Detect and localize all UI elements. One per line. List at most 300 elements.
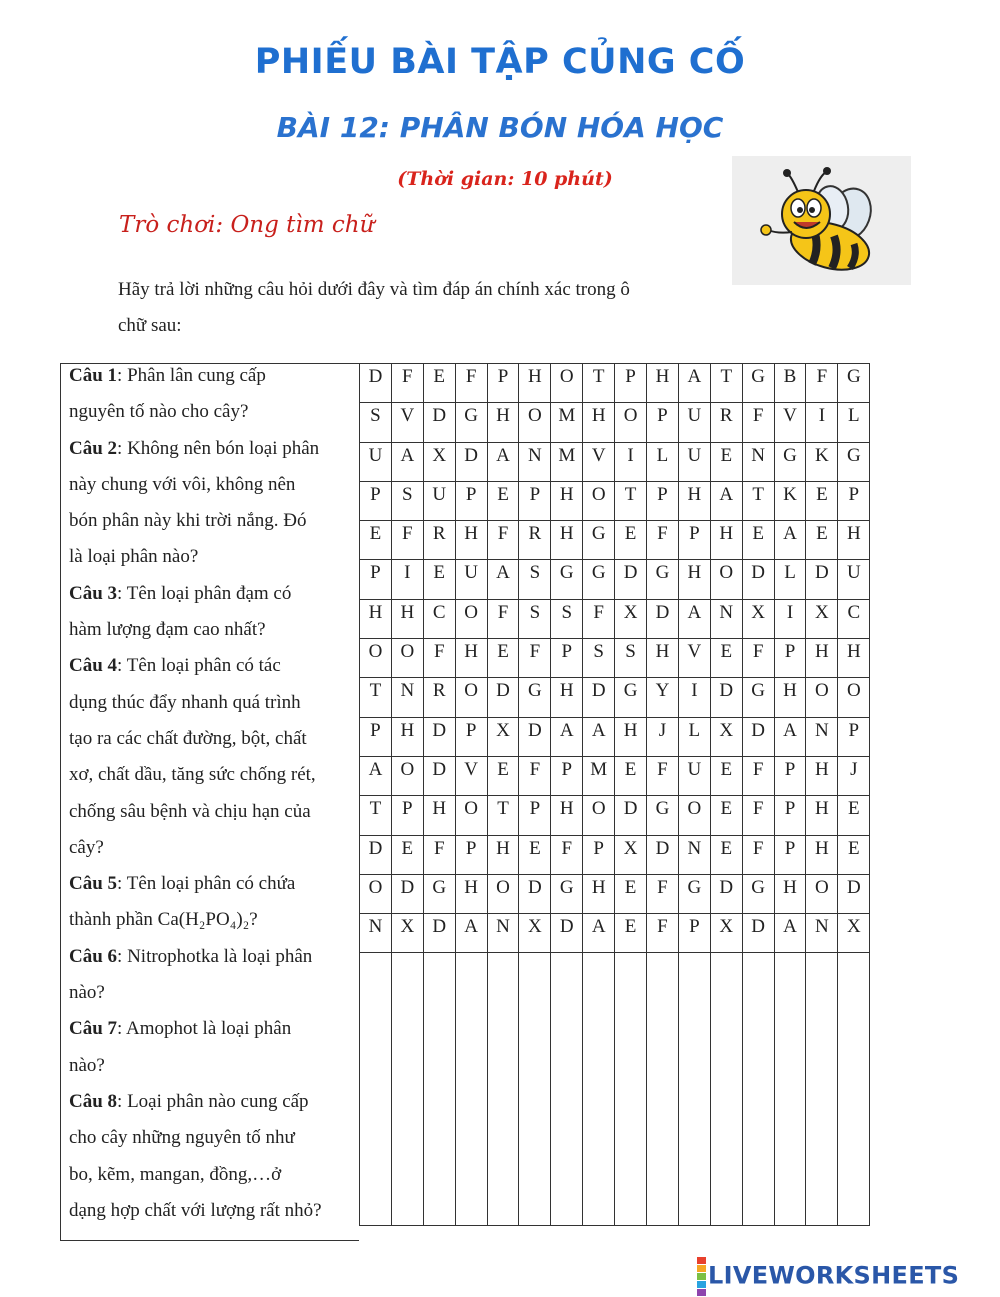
- grid-row: [360, 835, 870, 874]
- grid-cell[interactable]: H: [360, 599, 392, 638]
- grid-cell[interactable]: P: [774, 835, 806, 874]
- grid-cell[interactable]: E: [360, 521, 392, 560]
- instructions: [118, 272, 718, 344]
- grid-cell[interactable]: O: [806, 678, 838, 717]
- grid-cell[interactable]: D: [615, 560, 647, 599]
- question-text: Nitrophotka là loại phân: [127, 945, 313, 967]
- bee-illustration: [732, 156, 911, 285]
- grid-cell[interactable]: H: [391, 717, 423, 756]
- grid-cell[interactable]: D: [360, 835, 392, 874]
- grid-cell[interactable]: O: [455, 678, 487, 717]
- grid-cell[interactable]: P: [391, 796, 423, 835]
- grid-cell[interactable]: P: [455, 835, 487, 874]
- grid-empty-cell: [360, 953, 392, 1226]
- grid-cell[interactable]: O: [551, 364, 583, 403]
- grid-cell[interactable]: A: [710, 481, 742, 520]
- grid-cell[interactable]: V: [391, 403, 423, 442]
- question-text: bo, kẽm, mangan, đồng,…ở: [69, 1163, 282, 1185]
- question-text: Không nên bón loại phân: [127, 437, 320, 459]
- grid-cell[interactable]: D: [742, 717, 774, 756]
- grid-cell[interactable]: A: [583, 717, 615, 756]
- grid-cell[interactable]: D: [519, 717, 551, 756]
- grid-empty-cell: [647, 953, 679, 1226]
- grid-row: [360, 560, 870, 599]
- grid-cell[interactable]: A: [360, 756, 392, 795]
- grid-cell[interactable]: L: [678, 717, 710, 756]
- grid-cell[interactable]: N: [519, 442, 551, 481]
- grid-cell[interactable]: O: [360, 874, 392, 913]
- question-line: Câu 6: Nitrophotka là loại phân: [69, 945, 313, 967]
- grid-cell[interactable]: U: [678, 756, 710, 795]
- grid-cell[interactable]: D: [742, 560, 774, 599]
- question-text: dạng hợp chất với lượng rất nhỏ?: [69, 1199, 322, 1221]
- grid-cell[interactable]: D: [423, 717, 455, 756]
- grid-row: [360, 481, 870, 520]
- question-label: Câu 7: [69, 1018, 118, 1040]
- grid-cell[interactable]: K: [774, 481, 806, 520]
- grid-row: [360, 639, 870, 678]
- grid-cell[interactable]: H: [678, 560, 710, 599]
- grid-cell[interactable]: I: [678, 678, 710, 717]
- grid-cell[interactable]: P: [774, 639, 806, 678]
- grid-cell[interactable]: E: [423, 364, 455, 403]
- grid-empty-cell: [455, 953, 487, 1226]
- grid-cell[interactable]: D: [391, 874, 423, 913]
- grid-cell[interactable]: G: [678, 874, 710, 913]
- grid-cell[interactable]: F: [806, 364, 838, 403]
- grid-cell[interactable]: F: [391, 521, 423, 560]
- grid-cell[interactable]: U: [678, 442, 710, 481]
- grid-cell[interactable]: O: [615, 403, 647, 442]
- grid-empty-cell: [487, 953, 519, 1226]
- grid-cell[interactable]: O: [710, 560, 742, 599]
- grid-row: [360, 796, 870, 835]
- grid-cell[interactable]: A: [774, 521, 806, 560]
- grid-cell[interactable]: X: [710, 914, 742, 953]
- grid-cell[interactable]: I: [806, 403, 838, 442]
- lesson-title: BÀI 12: PHÂN BÓN HÓA HỌC: [276, 111, 724, 144]
- grid-cell[interactable]: B: [774, 364, 806, 403]
- grid-cell[interactable]: P: [360, 560, 392, 599]
- grid-cell[interactable]: P: [647, 481, 679, 520]
- grid-cell[interactable]: T: [742, 481, 774, 520]
- grid-cell[interactable]: F: [742, 639, 774, 678]
- grid-empty-cell: [742, 953, 774, 1226]
- grid-cell[interactable]: E: [487, 639, 519, 678]
- grid-cell[interactable]: O: [391, 756, 423, 795]
- grid-cell[interactable]: D: [423, 914, 455, 953]
- grid-cell[interactable]: D: [519, 874, 551, 913]
- grid-cell[interactable]: V: [774, 403, 806, 442]
- worksheet-title: PHIẾU BÀI TẬP CỦNG CỐ: [254, 42, 746, 82]
- grid-cell[interactable]: F: [519, 756, 551, 795]
- grid-cell[interactable]: P: [838, 717, 870, 756]
- grid-cell[interactable]: E: [487, 756, 519, 795]
- grid-cell[interactable]: O: [455, 599, 487, 638]
- grid-cell[interactable]: E: [423, 560, 455, 599]
- question-label: Câu 5: [69, 873, 118, 895]
- grid-cell[interactable]: P: [519, 481, 551, 520]
- grid-cell[interactable]: H: [551, 678, 583, 717]
- grid-cell[interactable]: P: [615, 364, 647, 403]
- grid-cell[interactable]: C: [423, 599, 455, 638]
- grid-cell[interactable]: A: [551, 717, 583, 756]
- question-text: dụng thúc đẩy nhanh quá trình: [69, 691, 301, 713]
- grid-cell[interactable]: O: [391, 639, 423, 678]
- grid-cell[interactable]: H: [647, 639, 679, 678]
- grid-cell[interactable]: E: [710, 442, 742, 481]
- grid-cell[interactable]: N: [391, 678, 423, 717]
- grid-cell[interactable]: F: [742, 403, 774, 442]
- grid-cell[interactable]: G: [647, 560, 679, 599]
- grid-cell[interactable]: A: [774, 914, 806, 953]
- grid-cell[interactable]: O: [519, 403, 551, 442]
- grid-cell[interactable]: H: [838, 639, 870, 678]
- grid-cell[interactable]: P: [455, 481, 487, 520]
- grid-cell[interactable]: M: [583, 756, 615, 795]
- grid-cell[interactable]: D: [551, 914, 583, 953]
- grid-cell[interactable]: D: [360, 364, 392, 403]
- grid-cell[interactable]: E: [615, 756, 647, 795]
- question-text: cây?: [69, 836, 104, 858]
- grid-cell[interactable]: E: [710, 796, 742, 835]
- grid-cell[interactable]: F: [742, 835, 774, 874]
- grid-cell[interactable]: P: [519, 796, 551, 835]
- grid-cell[interactable]: P: [360, 717, 392, 756]
- grid-cell[interactable]: F: [487, 521, 519, 560]
- question-line: [69, 612, 359, 648]
- grid-cell[interactable]: H: [455, 521, 487, 560]
- grid-cell[interactable]: E: [710, 756, 742, 795]
- grid-cell[interactable]: H: [391, 599, 423, 638]
- grid-cell[interactable]: X: [742, 599, 774, 638]
- time-limit: (Thời gian: 10 phút): [397, 168, 613, 190]
- grid-cell[interactable]: H: [583, 403, 615, 442]
- grid-cell[interactable]: P: [551, 756, 583, 795]
- grid-cell[interactable]: I: [774, 599, 806, 638]
- grid-cell[interactable]: G: [583, 560, 615, 599]
- grid-cell[interactable]: D: [455, 442, 487, 481]
- grid-cell[interactable]: A: [678, 599, 710, 638]
- question-line: [69, 539, 359, 575]
- grid-cell[interactable]: S: [519, 560, 551, 599]
- grid-row: [360, 678, 870, 717]
- grid-cell[interactable]: E: [838, 835, 870, 874]
- grid-cell[interactable]: R: [423, 521, 455, 560]
- grid-cell[interactable]: P: [455, 717, 487, 756]
- grid-cell[interactable]: G: [742, 678, 774, 717]
- grid-cell[interactable]: F: [519, 639, 551, 678]
- grid-cell[interactable]: L: [774, 560, 806, 599]
- grid-cell[interactable]: F: [742, 756, 774, 795]
- grid-cell[interactable]: H: [806, 756, 838, 795]
- grid-cell[interactable]: R: [423, 678, 455, 717]
- grid-cell[interactable]: D: [487, 678, 519, 717]
- grid-cell[interactable]: D: [647, 835, 679, 874]
- grid-cell[interactable]: H: [551, 521, 583, 560]
- grid-cell[interactable]: N: [678, 835, 710, 874]
- grid-cell[interactable]: T: [583, 364, 615, 403]
- grid-cell[interactable]: E: [519, 835, 551, 874]
- grid-cell[interactable]: E: [838, 796, 870, 835]
- grid-empty-cell: [615, 953, 647, 1226]
- grid-cell[interactable]: V: [678, 639, 710, 678]
- grid-cell[interactable]: F: [647, 874, 679, 913]
- grid-cell[interactable]: G: [838, 364, 870, 403]
- grid-cell[interactable]: G: [583, 521, 615, 560]
- logo-block: [697, 1265, 706, 1272]
- grid-cell[interactable]: F: [487, 599, 519, 638]
- instructions-line-1: Hãy trả lời những câu hỏi dưới đây và tìm đáp án chính xác trong ô: [118, 279, 630, 300]
- question-line: [69, 467, 359, 503]
- grid-cell[interactable]: T: [487, 796, 519, 835]
- grid-cell[interactable]: P: [774, 796, 806, 835]
- grid-cell[interactable]: H: [615, 717, 647, 756]
- grid-cell[interactable]: N: [806, 717, 838, 756]
- grid-cell[interactable]: X: [615, 835, 647, 874]
- grid-cell[interactable]: E: [615, 521, 647, 560]
- grid-cell[interactable]: U: [678, 403, 710, 442]
- grid-cell[interactable]: I: [391, 560, 423, 599]
- grid-cell[interactable]: H: [455, 639, 487, 678]
- question-text: nào?: [69, 982, 105, 1004]
- grid-cell[interactable]: M: [551, 442, 583, 481]
- question-line: [69, 1120, 359, 1156]
- grid-cell[interactable]: E: [615, 914, 647, 953]
- grid-cell[interactable]: G: [615, 678, 647, 717]
- grid-cell[interactable]: U: [360, 442, 392, 481]
- grid-cell[interactable]: H: [519, 364, 551, 403]
- grid-cell[interactable]: T: [360, 678, 392, 717]
- question-label: Câu 1: [69, 365, 118, 386]
- grid-row: [360, 756, 870, 795]
- question-line: [69, 1157, 359, 1193]
- question-text: Amophot là loại phân: [126, 1018, 292, 1040]
- grid-cell[interactable]: J: [838, 756, 870, 795]
- grid-cell[interactable]: P: [678, 521, 710, 560]
- grid-cell[interactable]: N: [710, 599, 742, 638]
- grid-cell[interactable]: D: [423, 756, 455, 795]
- grid-cell[interactable]: N: [806, 914, 838, 953]
- word-search-grid: [359, 363, 870, 1226]
- grid-cell[interactable]: X: [487, 717, 519, 756]
- grid-cell[interactable]: G: [551, 874, 583, 913]
- grid-cell[interactable]: D: [806, 560, 838, 599]
- grid-cell[interactable]: E: [710, 835, 742, 874]
- grid-cell[interactable]: A: [774, 717, 806, 756]
- grid-cell[interactable]: T: [710, 364, 742, 403]
- grid-cell[interactable]: P: [487, 364, 519, 403]
- grid-cell[interactable]: D: [647, 599, 679, 638]
- grid-cell[interactable]: G: [455, 403, 487, 442]
- grid-cell[interactable]: D: [742, 914, 774, 953]
- grid-cell[interactable]: U: [423, 481, 455, 520]
- grid-cell[interactable]: P: [678, 914, 710, 953]
- grid-cell[interactable]: G: [423, 874, 455, 913]
- grid-cell[interactable]: F: [455, 364, 487, 403]
- grid-empty-row: [360, 953, 870, 1226]
- grid-cell[interactable]: H: [583, 874, 615, 913]
- grid-cell[interactable]: A: [455, 914, 487, 953]
- grid-cell[interactable]: F: [423, 639, 455, 678]
- grid-cell[interactable]: H: [647, 364, 679, 403]
- grid-cell[interactable]: V: [455, 756, 487, 795]
- grid-cell[interactable]: F: [647, 756, 679, 795]
- grid-cell[interactable]: G: [774, 442, 806, 481]
- grid-cell[interactable]: O: [455, 796, 487, 835]
- grid-cell[interactable]: C: [838, 599, 870, 638]
- grid-row: [360, 442, 870, 481]
- question-text: xơ, chất dầu, tăng sức chống rét,: [69, 764, 316, 786]
- grid-cell[interactable]: A: [487, 560, 519, 599]
- grid-cell[interactable]: V: [583, 442, 615, 481]
- grid-cell[interactable]: G: [519, 678, 551, 717]
- grid-cell[interactable]: S: [360, 403, 392, 442]
- question-line: [69, 394, 359, 430]
- grid-cell[interactable]: N: [487, 914, 519, 953]
- grid-cell[interactable]: R: [519, 521, 551, 560]
- grid-cell[interactable]: H: [678, 481, 710, 520]
- question-label: Câu 2: [69, 437, 118, 459]
- grid-cell[interactable]: S: [583, 639, 615, 678]
- grid-cell[interactable]: X: [423, 442, 455, 481]
- grid-cell[interactable]: H: [838, 521, 870, 560]
- grid-cell[interactable]: O: [806, 874, 838, 913]
- grid-cell[interactable]: G: [742, 364, 774, 403]
- grid-cell[interactable]: E: [391, 835, 423, 874]
- grid-cell[interactable]: J: [647, 717, 679, 756]
- question-text: là loại phân nào?: [69, 546, 199, 568]
- grid-cell[interactable]: D: [583, 678, 615, 717]
- grid-cell[interactable]: P: [551, 639, 583, 678]
- grid-row: [360, 717, 870, 756]
- grid-cell[interactable]: D: [838, 874, 870, 913]
- grid-cell[interactable]: A: [487, 442, 519, 481]
- grid-cell[interactable]: H: [423, 796, 455, 835]
- grid-cell[interactable]: U: [455, 560, 487, 599]
- grid-cell[interactable]: K: [806, 442, 838, 481]
- question-line: Câu 4: Tên loại phân có tác: [69, 655, 281, 677]
- grid-cell[interactable]: E: [710, 639, 742, 678]
- grid-cell[interactable]: M: [551, 403, 583, 442]
- grid-cell[interactable]: F: [423, 835, 455, 874]
- grid-cell[interactable]: H: [551, 481, 583, 520]
- grid-cell[interactable]: D: [423, 403, 455, 442]
- grid-cell[interactable]: H: [487, 835, 519, 874]
- grid-cell[interactable]: H: [806, 796, 838, 835]
- question-line: Câu 3: Tên loại phân đạm có: [69, 582, 292, 604]
- grid-cell[interactable]: H: [774, 678, 806, 717]
- grid-cell[interactable]: E: [806, 521, 838, 560]
- grid-cell[interactable]: H: [455, 874, 487, 913]
- grid-cell[interactable]: X: [806, 599, 838, 638]
- grid-cell[interactable]: P: [647, 403, 679, 442]
- questions-list: [69, 358, 359, 1229]
- grid-cell[interactable]: H: [710, 521, 742, 560]
- grid-cell[interactable]: P: [360, 481, 392, 520]
- grid-cell[interactable]: T: [360, 796, 392, 835]
- question-label: Câu 3: [69, 582, 118, 604]
- grid-cell[interactable]: E: [487, 481, 519, 520]
- question-text: này chung với vôi, không nên: [69, 473, 296, 495]
- grid-cell[interactable]: G: [742, 874, 774, 913]
- grid-cell[interactable]: O: [838, 678, 870, 717]
- grid-cell[interactable]: F: [583, 599, 615, 638]
- grid-empty-cell: [710, 953, 742, 1226]
- grid-cell[interactable]: O: [678, 796, 710, 835]
- grid-cell[interactable]: F: [551, 835, 583, 874]
- grid-cell[interactable]: O: [487, 874, 519, 913]
- grid-cell[interactable]: F: [391, 364, 423, 403]
- grid-row: [360, 403, 870, 442]
- grid-cell[interactable]: G: [838, 442, 870, 481]
- grid-cell[interactable]: A: [583, 914, 615, 953]
- grid-cell[interactable]: G: [551, 560, 583, 599]
- grid-cell[interactable]: H: [487, 403, 519, 442]
- grid-cell[interactable]: E: [806, 481, 838, 520]
- grid-cell[interactable]: D: [615, 796, 647, 835]
- grid-cell[interactable]: F: [647, 521, 679, 560]
- grid-cell[interactable]: X: [710, 717, 742, 756]
- question-label: Câu 8: [69, 1090, 118, 1112]
- grid-cell[interactable]: G: [647, 796, 679, 835]
- question-text: tạo ra các chất đường, bột, chất: [69, 727, 307, 749]
- grid-cell[interactable]: N: [360, 914, 392, 953]
- grid-empty-cell: [519, 953, 551, 1226]
- grid-cell[interactable]: O: [583, 796, 615, 835]
- grid-cell[interactable]: H: [774, 874, 806, 913]
- grid-cell[interactable]: F: [742, 796, 774, 835]
- logo-block: [697, 1273, 706, 1280]
- grid-cell[interactable]: H: [806, 639, 838, 678]
- grid-cell[interactable]: X: [519, 914, 551, 953]
- grid-cell[interactable]: S: [551, 599, 583, 638]
- question-line: Câu 5: Tên loại phân có chứa: [69, 873, 296, 895]
- grid-cell[interactable]: U: [838, 560, 870, 599]
- grid-cell[interactable]: Y: [647, 678, 679, 717]
- grid-cell[interactable]: S: [391, 481, 423, 520]
- grid-cell[interactable]: X: [615, 599, 647, 638]
- grid-cell[interactable]: O: [583, 481, 615, 520]
- grid-cell[interactable]: F: [647, 914, 679, 953]
- grid-cell[interactable]: H: [806, 835, 838, 874]
- grid-cell[interactable]: P: [774, 756, 806, 795]
- grid-cell[interactable]: L: [647, 442, 679, 481]
- grid-cell[interactable]: S: [615, 639, 647, 678]
- grid-cell[interactable]: D: [710, 678, 742, 717]
- grid-cell[interactable]: I: [615, 442, 647, 481]
- grid-cell[interactable]: X: [391, 914, 423, 953]
- grid-row: [360, 874, 870, 913]
- grid-row: [360, 914, 870, 953]
- grid-cell[interactable]: R: [710, 403, 742, 442]
- grid-cell[interactable]: S: [519, 599, 551, 638]
- grid-cell[interactable]: D: [710, 874, 742, 913]
- grid-cell[interactable]: P: [583, 835, 615, 874]
- grid-cell[interactable]: X: [838, 914, 870, 953]
- grid-cell[interactable]: N: [742, 442, 774, 481]
- grid-cell[interactable]: E: [615, 874, 647, 913]
- grid-row: [360, 599, 870, 638]
- grid-cell[interactable]: P: [838, 481, 870, 520]
- grid-cell[interactable]: A: [678, 364, 710, 403]
- grid-cell[interactable]: A: [391, 442, 423, 481]
- grid-cell[interactable]: T: [615, 481, 647, 520]
- grid-cell[interactable]: O: [360, 639, 392, 678]
- grid-cell[interactable]: H: [551, 796, 583, 835]
- grid-cell[interactable]: E: [742, 521, 774, 560]
- grid-cell[interactable]: L: [838, 403, 870, 442]
